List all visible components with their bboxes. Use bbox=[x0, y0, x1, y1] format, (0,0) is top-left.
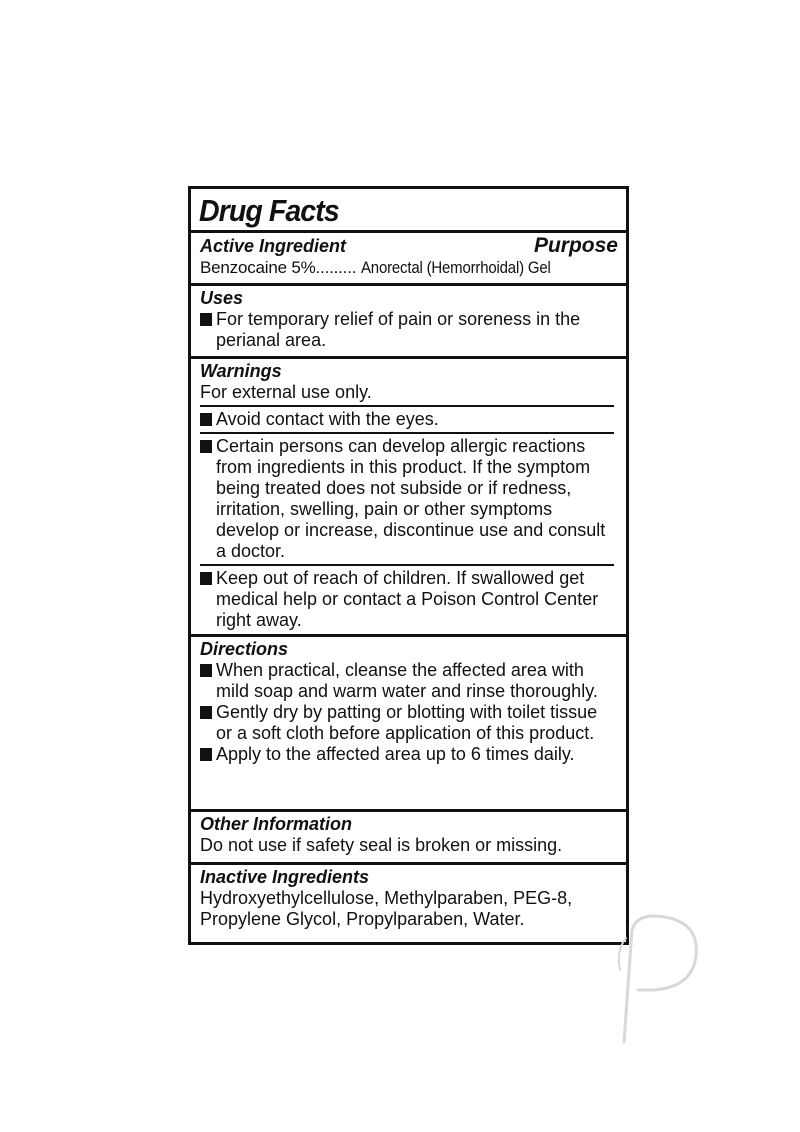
direction-item-text: Gently dry by patting or blotting with toilet tissue or a soft cloth before application of this product. bbox=[216, 702, 598, 743]
bullet-square-icon bbox=[200, 313, 212, 326]
list-item bbox=[200, 436, 618, 562]
list-item bbox=[200, 702, 618, 744]
active-ingredient-line bbox=[200, 257, 618, 278]
list-item bbox=[200, 409, 618, 430]
list-item bbox=[200, 744, 618, 765]
bullet-square-icon bbox=[200, 413, 212, 426]
direction-item-text: Apply to the affected area up to 6 times daily. bbox=[216, 744, 575, 764]
other-information-heading: Other Information bbox=[200, 814, 352, 834]
inactive-ingredients-text: Hydroxyethylcellulose, Methylparaben, PEG-8, Propylene Glycol, Propylparaben, Water. bbox=[200, 888, 573, 929]
directions-section bbox=[191, 637, 626, 812]
divider bbox=[200, 432, 614, 434]
uses-section bbox=[191, 286, 626, 359]
drug-facts-title-bar bbox=[191, 189, 626, 233]
divider bbox=[200, 405, 614, 407]
inactive-ingredients-section bbox=[191, 865, 626, 939]
drug-facts-title: Drug Facts bbox=[199, 193, 339, 228]
bullet-square-icon bbox=[200, 748, 212, 761]
other-information-section bbox=[191, 812, 626, 865]
list-item bbox=[200, 660, 618, 702]
active-ingredient-purpose: Anorectal (Hemorrhoidal) Gel bbox=[360, 258, 551, 277]
warnings-heading: Warnings bbox=[200, 361, 282, 381]
list-item bbox=[200, 309, 618, 351]
uses-item-text: For temporary relief of pain or soreness in the perianal area. bbox=[216, 309, 581, 350]
p-logo-icon bbox=[612, 910, 708, 1045]
active-ingredient-header-row bbox=[200, 235, 618, 257]
warnings-section bbox=[191, 359, 626, 637]
active-ingredient-section bbox=[191, 233, 626, 286]
drug-facts-panel bbox=[188, 186, 629, 945]
other-information-text: Do not use if safety seal is broken or missing. bbox=[200, 835, 563, 855]
warnings-intro: For external use only. bbox=[200, 382, 372, 402]
inactive-ingredients-heading: Inactive Ingredients bbox=[200, 867, 370, 887]
bullet-square-icon bbox=[200, 440, 212, 453]
uses-heading: Uses bbox=[200, 288, 244, 308]
bullet-square-icon bbox=[200, 706, 212, 719]
bullet-square-icon bbox=[200, 572, 212, 585]
active-ingredient-heading: Active Ingredient bbox=[200, 236, 347, 256]
direction-item-text: When practical, cleanse the affected area with mild soap and warm water and rinse thoroughly. bbox=[216, 660, 598, 701]
purpose-heading: Purpose bbox=[533, 234, 618, 257]
divider bbox=[200, 564, 614, 566]
warning-item-text: Certain persons can develop allergic reactions from ingredients in this product. If the symptom being treated does not subside or if redness, irritation, swelling, pain or other symptoms develop or increase, discontinue use and consult a doctor. bbox=[216, 436, 606, 561]
warning-item-text: Avoid contact with the eyes. bbox=[216, 409, 439, 429]
active-ingredient-name: Benzocaine 5%......... bbox=[200, 258, 357, 277]
warning-item-text: Keep out of reach of children. If swallowed get medical help or contact a Poison Control Center right away. bbox=[216, 568, 599, 630]
list-item bbox=[200, 568, 618, 631]
directions-heading: Directions bbox=[200, 639, 289, 659]
bullet-square-icon bbox=[200, 664, 212, 677]
